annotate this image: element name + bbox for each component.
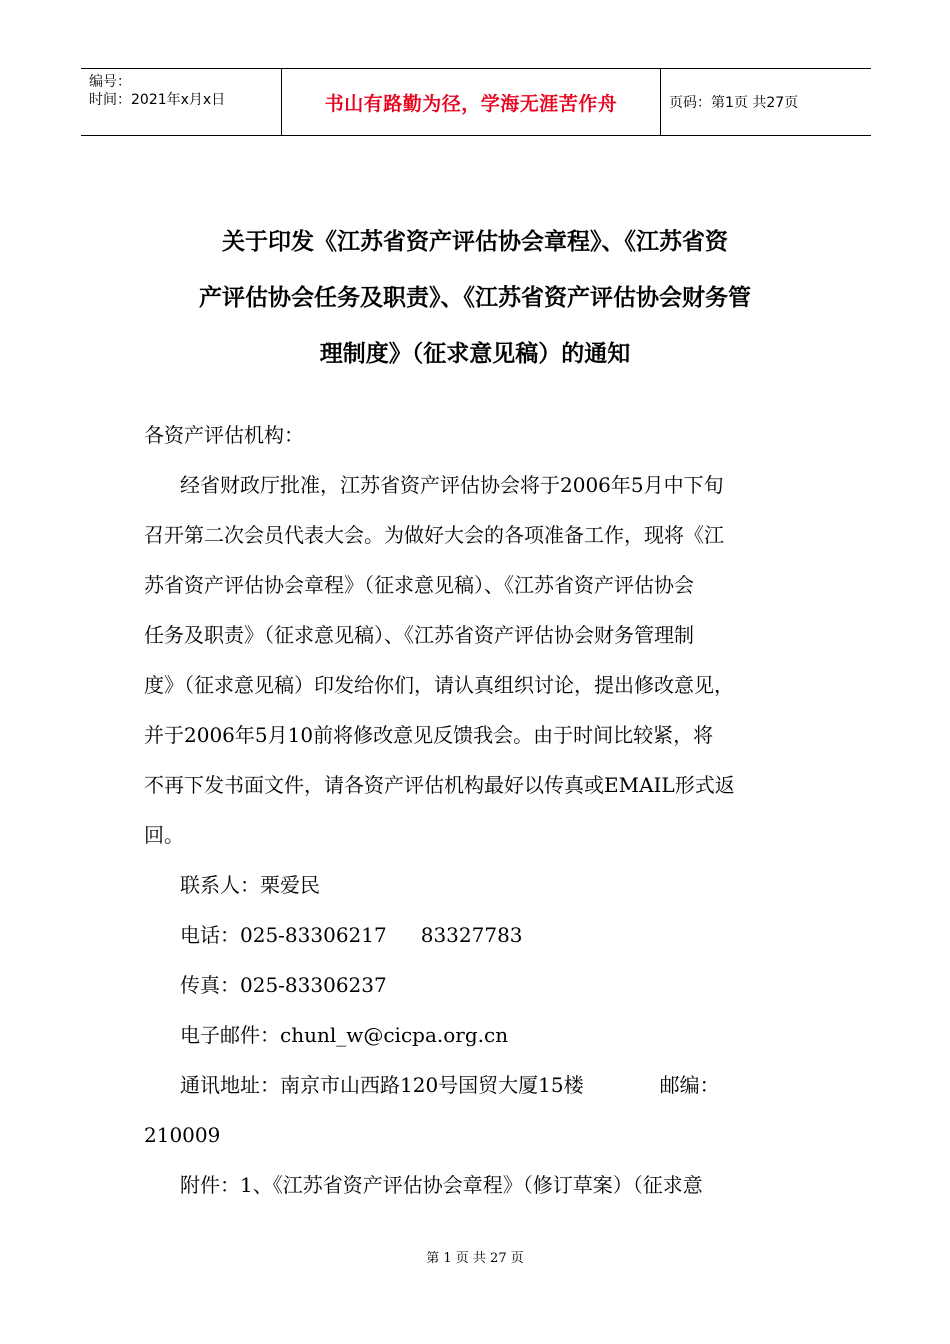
- main-paragraph: [144, 460, 810, 860]
- document-title: [150, 214, 800, 382]
- paragraph-line: 苏省资产评估协会章程》（征求意见稿）、《江苏省资产评估协会: [144, 573, 694, 597]
- phone-number-2: 83327783: [420, 923, 523, 947]
- paragraph-line: 回。: [144, 823, 184, 847]
- mailing-address: 通讯地址：南京市山西路120号国贸大厦15楼: [180, 1073, 584, 1097]
- title-line-1: 关于印发《江苏省资产评估协会章程》、《江苏省资: [222, 229, 728, 255]
- title-line-3: 理制度》（征求意见稿）的通知: [319, 341, 631, 367]
- paragraph-line: 并于2006年5月10前将修改意见反馈我会。由于时间比较紧，将: [144, 723, 714, 747]
- paragraph-line: 不再下发书面文件，请各资产评估机构最好以传真或EMAIL形式返: [144, 773, 735, 797]
- header-page-info: 页码：第1页 共27页: [669, 95, 799, 111]
- header-motto: 书山有路勤为径，学海无涯苦作舟: [281, 69, 661, 135]
- phone-number: 电话：025-83306217: [180, 923, 387, 947]
- contact-person: 联系人：栗爱民: [180, 873, 320, 897]
- document-body: [144, 410, 810, 1210]
- document-date: 时间：2021年x月x日: [89, 92, 226, 108]
- header-meta: [81, 69, 281, 135]
- page-footer: 第 1 页 共 27 页: [426, 1251, 524, 1266]
- paragraph-line: 召开第二次会员代表大会。为做好大会的各项准备工作，现将《江: [144, 523, 724, 547]
- email-address: 电子邮件：chunl_w@cicpa.org.cn: [180, 1023, 509, 1047]
- address-line: [144, 1060, 810, 1110]
- salutation: 各资产评估机构：: [144, 423, 304, 447]
- title-line-2: 产评估协会任务及职责》、《江苏省资产评估协会财务管: [199, 285, 751, 311]
- fax-number: 传真：025-83306237: [180, 973, 387, 997]
- postcode: 210009: [144, 1123, 221, 1147]
- postcode-label: 邮编：: [659, 1073, 720, 1097]
- document-header: [81, 68, 871, 136]
- attachment-line: 附件：1、《江苏省资产评估协会章程》（修订草案）（征求意: [180, 1173, 703, 1197]
- paragraph-line: 经省财政厅批准，江苏省资产评估协会将于2006年5月中下旬: [180, 473, 724, 497]
- phone-line: [144, 910, 810, 960]
- paragraph-line: 度》（征求意见稿）印发给你们，请认真组织讨论，提出修改意见，: [144, 673, 734, 697]
- paragraph-line: 任务及职责》（征求意见稿）、《江苏省资产评估协会财务管理制: [144, 623, 694, 647]
- document-number-label: 编号：: [89, 74, 131, 90]
